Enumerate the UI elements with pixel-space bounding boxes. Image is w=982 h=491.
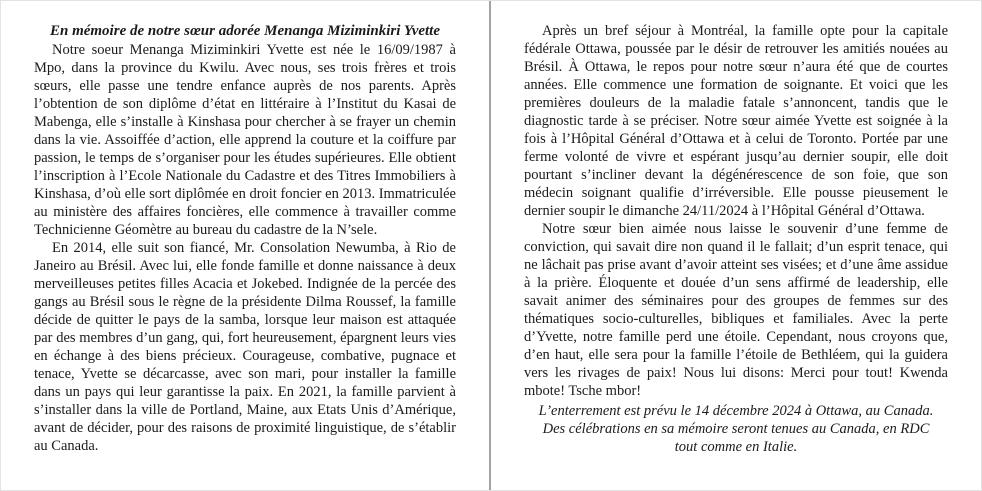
memorial-heading	[34, 22, 456, 40]
right-page	[491, 1, 981, 490]
right-paragraph-tribute: Notre sœur bien aimée nous laisse le souvenir d’une femme de conviction, qui savait dire non quand il le fallait; d’un esprit tenace, qui ne lâchait pas prise avant d’avoir atteint ses visées; et d’une âme assidue à la prière. Éloquente et douée d’un sens affirmé de leadership, elle savait animer des séminaires pour des groupes de femmes sur des thématiques socio-culturelles, bibliques et familiales. Avec la perte d’Yvette, notre famille perd une étoile. Cependant, nous croyons que, d’en haut, elle sera pour la famille l’étoile de Bethléem, qui la guidera vers les rivages de paix! Nous lui disons: Merci pour tout! Kwenda mbote! Tsche mbor!	[524, 221, 948, 399]
left-page	[1, 1, 491, 490]
heading-prefix: En mémoire de notre sœur adorée	[49, 23, 265, 39]
deceased-name: Menanga Miziminkiri Yvette	[264, 23, 441, 39]
left-paragraph-biography: Notre soeur Menanga Miziminkiri Yvette est née le 16/09/1987 à Mpo, dans la province du Kwilu. Avec nous, ses trois frères et trois sœurs, elle passe une tendre enfance auprès de nos parents. Après l’obtention de son diplôme d’état en littéraire à l’Institut du Kasai de Mabenga, elle s’installe à Kinshasa pour chercher à se frayer un chemin dans la vie. Assoiffée d’action, elle apprend la couture et la coiffure par passion, le temps de s’organiser pour les études supérieures. Elle obtient l’inscription à l’Ecole Nationale du Cadastre et des Titres Immobiliers à Kinshasa, d’où elle sort diplômée en droit foncier en 2013. Immatriculée au ministère des affaires foncières, elle commence à travailler comme Technicienne Géomètre au bureau du cadastre de la N’sele.	[34, 42, 456, 238]
left-paragraph-family-journey: En 2014, elle suit son fiancé, Mr. Consolation Newumba, à Rio de Janeiro au Brésil. Avec lui, elle fonde famille et donne naissance à deux merveilleuses petites filles Acacia et Jokebed. Indignée de la percée des gangs au Brésil sous le règne de la présidente Dilma Roussef, la famille décide de quitter le pays de la samba, lorsque leur maison est attaquée par des membres d’un gang, qui, fort heureusement, épargnent leurs vies en échange à des biens précieux. Courageuse, combative, pugnace et tenace, Yvette se décarcasse, avec son mari, pour installer la famille dans un pays qui leur garantisse la paix. En 2021, la famille parvient à s’installer dans la ville de Portland, Maine, aux Etats Unis d’Amérique, avant de décider, pour des raisons de proximité linguistique, de s’établir au Canada.	[34, 240, 456, 454]
right-paragraph-ottawa-illness: Après un bref séjour à Montréal, la famille opte pour la capitale fédérale Ottawa, poussée par le désir de retrouver les amitiés nouées au Brésil. À Ottawa, le repos pour notre sœur n’aura été que de courtes années. Elle commence une formation de soignante. Et voici que les premières douleurs de la maladie fatale s’annoncent, tandis que le diagnostic tarde à se préciser. Notre sœur aimée Yvette est soignée à la fois à l’Hôpital Général d’Ottawa et à celui de Toronto. Portée par une ferme volonté de vivre et espérant jusqu’au dernier soupir, elle doit pourtant s’incliner devant la dégénérescence de son foie, que son médecin soignant qualifie d’irréversible. Elle pousse pieusement le dernier soupir le dimanche 24/11/2024 à l’Hôpital Général d’Ottawa.	[524, 23, 948, 219]
funeral-announcement: L’enterrement est prévu le 14 décembre 2024 à Ottawa, au Canada. Des célébrations en sa mémoire seront tenues au Canada, en RDC tout comme en Italie.	[538, 403, 934, 455]
